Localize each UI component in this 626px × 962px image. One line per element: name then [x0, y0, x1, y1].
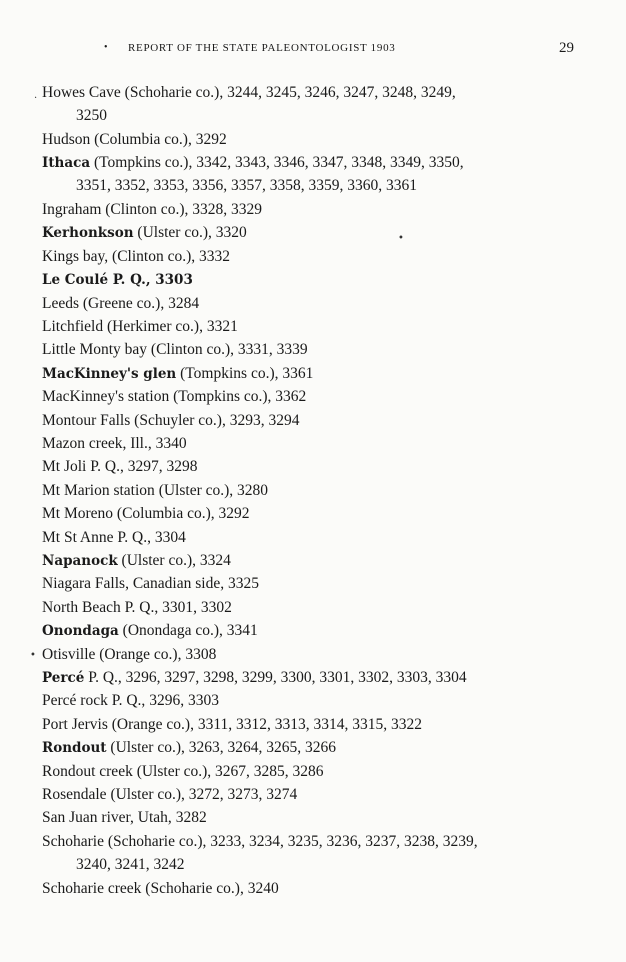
entry-references: 3297, 3298 — [123, 458, 198, 476]
entry-name: Port Jervis — [42, 715, 108, 733]
index-entry — [42, 315, 602, 339]
entry-continuation: 3351, 3352, 3353, 3356, 3357, 3358, 3359, 3360, 3361 — [76, 177, 417, 195]
entry-name: Montour Falls — [42, 411, 131, 429]
index-entry — [42, 830, 602, 873]
index-entry — [42, 760, 602, 784]
index-entry — [42, 362, 602, 386]
entry-references: (Ulster co.), 3324 — [117, 552, 231, 569]
entry-name: MacKinney's glen — [42, 365, 177, 382]
index-entry — [42, 128, 602, 152]
index-entry — [42, 877, 602, 901]
index-entry — [42, 479, 602, 503]
entry-continuation: 3240, 3241, 3242 — [76, 855, 185, 873]
entry-name: MacKinney's station — [42, 388, 170, 406]
index-entry — [42, 502, 602, 526]
entry-references: (Schoharie co.), 3240 — [141, 879, 279, 897]
entry-name: Litchfield — [42, 318, 104, 335]
head-bullet: • — [104, 42, 108, 53]
entry-name: Kings bay, — [42, 247, 109, 265]
entry-name: Otisville — [42, 645, 96, 663]
entry-references: (Tompkins co.), 3362 — [169, 388, 307, 406]
entry-references: 3301, 3302 — [158, 598, 232, 616]
entry-name: Mt Moreno — [42, 505, 114, 523]
index-entry — [42, 432, 602, 456]
entry-name: Ingraham — [42, 201, 102, 218]
entry-name: Little Monty bay — [42, 341, 148, 359]
entry-references: (Ulster co.), 3272, 3273, 3274 — [106, 786, 298, 803]
index-entry — [42, 666, 602, 690]
entry-name: Mt Joli P. Q., — [42, 458, 124, 476]
page-number: 29 — [559, 40, 574, 56]
entry-references: (Clinton co.), 3328, 3329 — [101, 201, 262, 218]
index-entry — [42, 713, 602, 737]
entry-references: (Herkimer co.), 3321 — [103, 318, 238, 335]
entry-references: (Ulster co.), 3263, 3264, 3265, 3266 — [106, 739, 337, 757]
index-entry — [42, 806, 602, 830]
entry-references: (Tompkins co.), 3361 — [176, 364, 314, 382]
entry-references: (Ulster co.), 3320 — [133, 224, 247, 242]
entry-name: Mt St Anne P. Q., — [42, 528, 151, 546]
entry-references: (Tompkins co.), 3342, 3343, 3346, 3347, 3348, 3349, 3350, — [90, 154, 464, 172]
margin-speck: . — [34, 90, 38, 101]
entry-name: Schoharie creek — [42, 879, 142, 897]
entry-name: Napanock — [42, 553, 118, 569]
entry-name: Howes Cave — [42, 84, 121, 101]
index-entry — [42, 292, 602, 316]
entry-name: Percé — [42, 670, 85, 686]
entry-name: Niagara Falls, Canadian side, — [42, 575, 225, 593]
index-entry — [42, 526, 602, 550]
entry-name: Le Coulé P. Q., 3303 — [42, 272, 193, 289]
entry-name: Schoharie — [42, 832, 104, 850]
running-head-title: REPORT OF THE STATE PALEONTOLOGIST 1903 — [128, 42, 396, 54]
entry-name: Percé rock P. Q., — [42, 692, 146, 710]
index-entry — [42, 689, 602, 713]
entry-references: (Onondaga co.), 3341 — [118, 622, 258, 640]
entry-references: (Ulster co.), 3267, 3285, 3286 — [132, 762, 324, 780]
index-entry — [42, 783, 602, 807]
entry-name: San Juan river, Utah, — [42, 809, 172, 827]
index-entry — [42, 643, 602, 667]
entry-name: Hudson — [42, 130, 91, 148]
index-entry — [42, 619, 602, 643]
index-entry — [42, 221, 602, 245]
index-entry — [42, 409, 602, 433]
entry-references: (Columbia co.), 3292 — [113, 505, 250, 523]
entry-references: (Orange co.), 3308 — [95, 645, 217, 663]
entry-name: Rosendale — [42, 786, 107, 803]
entry-name: Ithaca — [42, 155, 91, 172]
entry-references: (Greene co.), 3284 — [79, 294, 200, 312]
entry-references: (Schoharie co.), 3233, 3234, 3235, 3236, 3237, 3238, 3239, — [103, 832, 478, 850]
entry-name: Rondout — [42, 740, 107, 757]
entry-name: Mt Marion station — [42, 481, 155, 499]
entry-references: (Clinton co.), 3331, 3339 — [147, 341, 308, 359]
index-entry — [42, 385, 602, 409]
entry-references: (Clinton co.), 3332 — [108, 247, 230, 265]
entry-name: Kerhonkson — [42, 225, 134, 242]
entry-references: (Schoharie co.), 3244, 3245, 3246, 3247, 3248, 3249, — [120, 84, 456, 101]
entry-references: 3340 — [151, 435, 187, 452]
entry-name: North Beach P. Q., — [42, 598, 159, 616]
index-entry — [42, 151, 602, 195]
entry-references: 3296, 3303 — [145, 692, 219, 710]
entry-references: (Columbia co.), 3292 — [90, 130, 227, 148]
entry-references: (Orange co.), 3311, 3312, 3313, 3314, 3315, 3322 — [107, 715, 422, 733]
margin-speck: • — [30, 650, 36, 661]
index-entry — [42, 198, 602, 222]
index-entry — [42, 338, 602, 362]
entry-references: 3304 — [150, 528, 186, 546]
index-entry — [42, 81, 602, 124]
index-entry — [42, 268, 602, 292]
entry-references: (Schuyler co.), 3293, 3294 — [130, 411, 300, 429]
index-entry — [42, 455, 602, 479]
index-entry — [42, 549, 602, 573]
index-entry — [42, 572, 602, 596]
entry-name: Mazon creek, Ill., — [42, 435, 152, 452]
entry-references: P. Q., 3296, 3297, 3298, 3299, 3300, 3301, 3302, 3303, 3304 — [84, 669, 467, 686]
entry-references: 3282 — [171, 809, 207, 827]
entry-continuation: 3250 — [76, 107, 107, 124]
entry-name: Onondaga — [42, 623, 119, 640]
entry-name: Rondout creek — [42, 762, 133, 780]
entry-references: (Ulster co.), 3280 — [154, 481, 269, 499]
running-head — [104, 40, 574, 60]
margin-speck: • — [398, 233, 404, 244]
index-entry — [42, 596, 602, 620]
index-entry — [42, 245, 602, 269]
entry-name: Leeds — [42, 294, 80, 312]
entry-references: 3325 — [224, 575, 259, 593]
index-entry — [42, 736, 602, 760]
